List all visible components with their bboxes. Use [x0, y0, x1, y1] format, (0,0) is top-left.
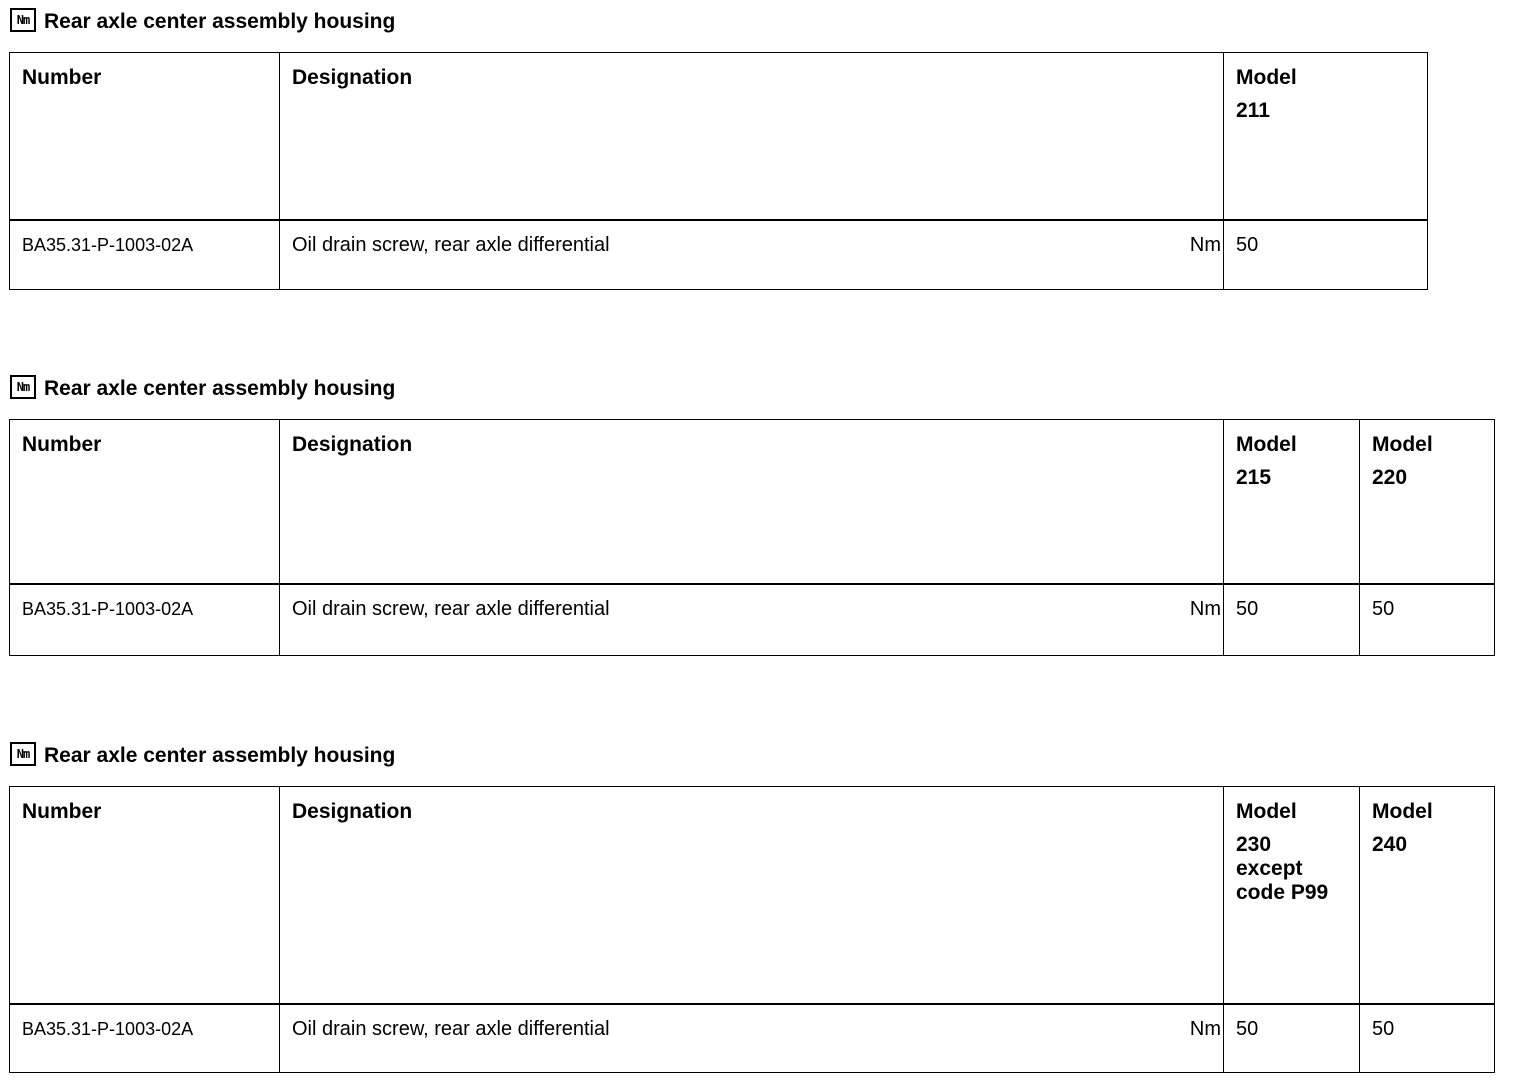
- row-number-cell: [10, 220, 280, 290]
- header-number-cell: [10, 420, 280, 584]
- row-number: BA35.31-P-1003-02A: [22, 1018, 194, 1039]
- section-title: [10, 373, 395, 401]
- torque-table: [9, 419, 1495, 656]
- row-unit: Nm: [1189, 233, 1221, 256]
- header-number: Number: [22, 66, 102, 89]
- table-header-row: [10, 787, 1495, 1004]
- header-designation-cell: [280, 787, 1224, 1004]
- row-number-cell: [10, 1004, 280, 1073]
- torque-nm-icon: Nm: [10, 8, 36, 32]
- row-designation-cell: [280, 220, 1224, 290]
- row-number: BA35.31-P-1003-02A: [22, 234, 194, 255]
- table-row: [10, 584, 1495, 656]
- model-value: 240: [1372, 833, 1408, 856]
- table-header-row: [10, 53, 1428, 220]
- row-value: 50: [1372, 597, 1395, 620]
- row-value: 50: [1372, 1017, 1395, 1040]
- row-designation-cell: [280, 584, 1224, 656]
- model-value: 230: [1236, 833, 1272, 856]
- model-value: 220: [1372, 466, 1408, 489]
- row-designation-cell: [280, 1004, 1224, 1073]
- row-value-cell: [1224, 220, 1428, 290]
- header-model-cell: [1224, 787, 1360, 1004]
- header-designation-cell: [280, 53, 1224, 220]
- section-title-text: Rear axle center assembly housing: [44, 744, 396, 767]
- model-value: 211: [1236, 99, 1270, 122]
- header-designation-cell: [280, 420, 1224, 584]
- section-title-text: Rear axle center assembly housing: [44, 10, 396, 33]
- row-designation: Oil drain screw, rear axle differential: [292, 1017, 610, 1040]
- row-value-cell: [1224, 1004, 1360, 1073]
- torque-table: [9, 52, 1428, 290]
- row-value: 50: [1236, 233, 1259, 256]
- row-number: BA35.31-P-1003-02A: [22, 598, 194, 619]
- model-value: 215: [1236, 466, 1272, 489]
- row-value-cell: [1360, 1004, 1495, 1073]
- row-designation: Oil drain screw, rear axle differential: [292, 597, 610, 620]
- row-value: 50: [1236, 1017, 1259, 1040]
- row-unit: Nm: [1189, 1017, 1221, 1040]
- model-label: Model: [1372, 433, 1433, 456]
- model-label: Model: [1236, 66, 1297, 89]
- header-number: Number: [22, 433, 102, 456]
- header-designation: Designation: [292, 433, 413, 456]
- header-model-cell: [1360, 787, 1495, 1004]
- model-suffix: except code P99: [1236, 857, 1329, 904]
- section-title-text: Rear axle center assembly housing: [44, 377, 396, 400]
- row-unit: Nm: [1189, 597, 1221, 620]
- row-number-cell: [10, 584, 280, 656]
- header-model-cell: [1360, 420, 1495, 584]
- section-title: [10, 6, 395, 34]
- header-model-cell: [1224, 53, 1428, 220]
- header-number: Number: [22, 800, 102, 823]
- torque-nm-icon: Nm: [10, 375, 36, 399]
- torque-table: [9, 786, 1495, 1073]
- section-title: [10, 740, 395, 768]
- torque-nm-icon: Nm: [10, 742, 36, 766]
- table-header-row: [10, 420, 1495, 584]
- header-number-cell: [10, 53, 280, 220]
- row-value-cell: [1224, 584, 1360, 656]
- table-row: [10, 220, 1428, 290]
- header-number-cell: [10, 787, 280, 1004]
- row-value-cell: [1360, 584, 1495, 656]
- model-label: Model: [1236, 433, 1297, 456]
- header-designation: Designation: [292, 800, 413, 823]
- header-model-cell: [1224, 420, 1360, 584]
- model-label: Model: [1236, 800, 1297, 823]
- table-row: [10, 1004, 1495, 1073]
- header-designation: Designation: [292, 66, 413, 89]
- row-value: 50: [1236, 597, 1259, 620]
- row-designation: Oil drain screw, rear axle differential: [292, 233, 610, 256]
- model-label: Model: [1372, 800, 1433, 823]
